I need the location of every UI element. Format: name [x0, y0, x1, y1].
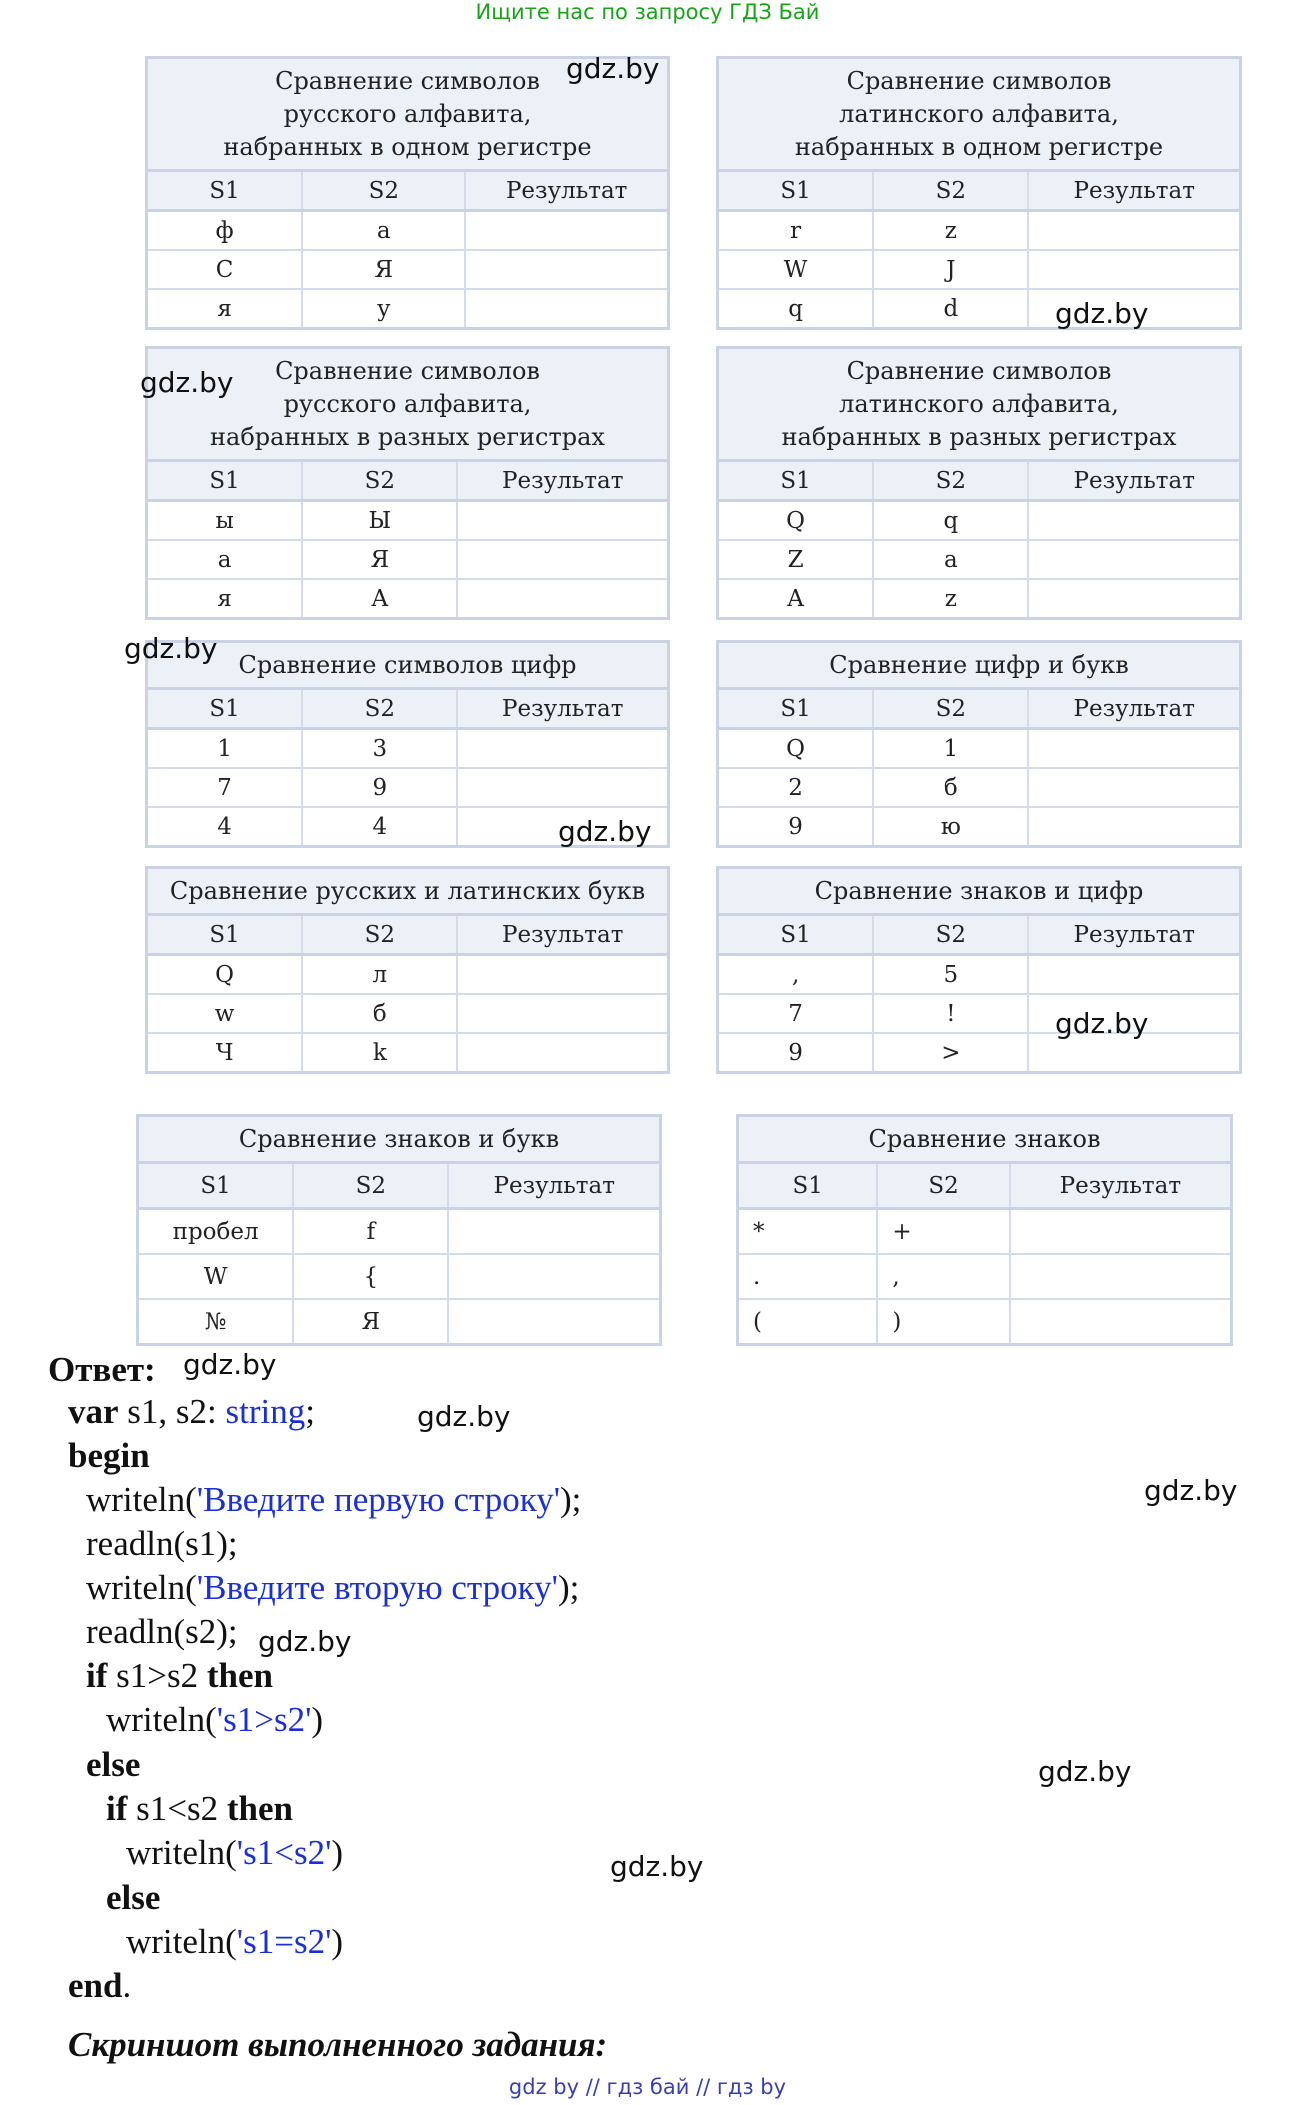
- cell-s2: у: [303, 290, 466, 327]
- cell-s2: Ы: [303, 502, 458, 539]
- column-header-s1: S1: [719, 916, 874, 953]
- cell-s1: ,: [719, 956, 874, 993]
- cell-s1: я: [148, 290, 303, 327]
- cell-s2: а: [303, 212, 466, 249]
- cell-s2: d: [874, 290, 1029, 327]
- cell-s2: 3: [303, 730, 458, 767]
- table-row: [148, 212, 667, 251]
- cell-s2: ю: [874, 808, 1029, 845]
- comparison-table: [136, 1114, 662, 1346]
- comparison-table: [716, 640, 1242, 848]
- cell-result: [458, 995, 667, 1032]
- cell-result: [1029, 956, 1239, 993]
- code-keyword: else: [106, 1878, 161, 1917]
- column-header-s2: S2: [294, 1164, 449, 1207]
- code-string: 'Введите вторую строку': [196, 1568, 558, 1607]
- code-keyword: if: [106, 1789, 128, 1828]
- cell-s2: >: [874, 1034, 1029, 1071]
- watermark: gdz.by: [124, 632, 218, 665]
- code-text: writeln(: [86, 1568, 197, 1607]
- cell-s2: f: [294, 1210, 449, 1253]
- code-line-begin: [68, 1434, 150, 1478]
- comparison-table: [716, 346, 1242, 620]
- table-row: [719, 1034, 1239, 1071]
- cell-s2: z: [874, 580, 1029, 617]
- code-text: .: [122, 1966, 132, 2005]
- code-text: writeln(: [126, 1833, 237, 1872]
- table-title: Сравнение знаков и букв: [139, 1117, 659, 1164]
- column-header-s1: S1: [148, 690, 303, 727]
- cell-s1: ф: [148, 212, 303, 249]
- code-text: readln(s2);: [86, 1612, 238, 1651]
- comparison-table: [736, 1114, 1233, 1346]
- table-row: [148, 580, 667, 617]
- cell-s1: W: [719, 251, 874, 288]
- code-keyword: then: [206, 1656, 273, 1695]
- cell-result: [458, 580, 667, 617]
- cell-s2: Я: [303, 541, 458, 578]
- cell-result: [449, 1300, 659, 1343]
- cell-s1: *: [739, 1210, 878, 1253]
- cell-s1: .: [739, 1255, 878, 1298]
- cell-s1: (: [739, 1300, 878, 1343]
- code-line-else2: [106, 1876, 160, 1920]
- table-row: [139, 1255, 659, 1300]
- table-row: [148, 251, 667, 290]
- table-row: [148, 290, 667, 327]
- column-header-s1: S1: [148, 462, 303, 499]
- code-line-if2: [106, 1787, 293, 1831]
- code-keyword: var: [68, 1392, 119, 1431]
- column-header-result: Результат: [1073, 467, 1195, 494]
- cell-s2: б: [303, 995, 458, 1032]
- code-line-end: [68, 1964, 131, 2008]
- code-text: s1<s2: [127, 1789, 227, 1828]
- column-header-result: Результат: [501, 467, 624, 494]
- code-keyword: if: [86, 1656, 108, 1695]
- code-text: readln(s1);: [86, 1524, 238, 1563]
- table-row: [719, 995, 1239, 1034]
- code-string: 's1=s2': [236, 1922, 332, 1961]
- cell-s1: Q: [719, 502, 874, 539]
- cell-result: [458, 956, 667, 993]
- column-header-s1: S1: [148, 172, 303, 209]
- cell-s2: Я: [294, 1300, 449, 1343]
- code-string: 'Введите первую строку': [196, 1480, 561, 1519]
- watermark: gdz.by: [566, 52, 660, 85]
- code-line-writeln-gt: [106, 1698, 323, 1742]
- cell-s2: a: [874, 541, 1029, 578]
- column-header-s2: S2: [303, 462, 458, 499]
- watermark: gdz.by: [1055, 1007, 1149, 1040]
- table-title: Сравнение символов латинского алфавита, набранных в одном регистре: [719, 59, 1239, 172]
- cell-result: [1029, 212, 1239, 249]
- table-title: Сравнение символов цифр: [148, 643, 667, 690]
- cell-s2: q: [874, 502, 1029, 539]
- table-row: [148, 1034, 667, 1071]
- cell-s1: r: [719, 212, 874, 249]
- cell-s1: №: [139, 1300, 294, 1343]
- table-row: [148, 502, 667, 541]
- code-text: ): [311, 1700, 324, 1739]
- table-row: [148, 995, 667, 1034]
- cell-result: [466, 290, 667, 327]
- table-header-row: [739, 1164, 1230, 1210]
- column-header-s2: S2: [878, 1164, 1010, 1207]
- table-header-row: [719, 172, 1239, 212]
- cell-s1: а: [148, 541, 303, 578]
- table-row: [719, 290, 1239, 327]
- table-row: [739, 1210, 1230, 1255]
- cell-s2: 4: [303, 808, 458, 845]
- cell-s1: 9: [719, 1034, 874, 1071]
- cell-result: [458, 541, 667, 578]
- table-header-row: [148, 690, 667, 730]
- table-title: Сравнение символов латинского алфавита, набранных в разных регистрах: [719, 349, 1239, 462]
- code-keyword: begin: [68, 1436, 150, 1475]
- footer-links[interactable]: gdz by // гдз бай // гдз by: [508, 2075, 787, 2099]
- watermark: gdz.by: [610, 1850, 704, 1883]
- table-row: [719, 541, 1239, 580]
- cell-s2: 1: [874, 730, 1029, 767]
- cell-result: [458, 730, 667, 767]
- table-row: [719, 212, 1239, 251]
- column-header-s2: S2: [874, 462, 1029, 499]
- cell-result: [458, 502, 667, 539]
- code-text: ;: [305, 1392, 315, 1431]
- code-text: s1>s2: [107, 1656, 207, 1695]
- table-row: [148, 541, 667, 580]
- cell-s2: +: [878, 1210, 1010, 1253]
- cell-s1: Q: [719, 730, 874, 767]
- code-text: writeln(: [86, 1480, 197, 1519]
- cell-s1: Z: [719, 541, 874, 578]
- cell-s2: 9: [303, 769, 458, 806]
- header-link[interactable]: Ищите нас по запросу ГДЗ Бай: [475, 0, 820, 24]
- cell-s1: С: [148, 251, 303, 288]
- table-header-row: [719, 462, 1239, 502]
- watermark: gdz.by: [1144, 1474, 1238, 1507]
- column-header-result: Результат: [501, 695, 624, 722]
- cell-s1: 7: [148, 769, 303, 806]
- code-line-writeln-lt: [126, 1831, 343, 1875]
- column-header-result: Результат: [1073, 921, 1195, 948]
- cell-s2: z: [874, 212, 1029, 249]
- cell-s2: Я: [303, 251, 466, 288]
- table-row: [719, 251, 1239, 290]
- cell-s1: W: [139, 1255, 294, 1298]
- cell-s2: ,: [878, 1255, 1010, 1298]
- table-header-row: [139, 1164, 659, 1210]
- cell-result: [1011, 1300, 1230, 1343]
- table-title: Сравнение знаков: [739, 1117, 1230, 1164]
- code-text: );: [560, 1480, 582, 1519]
- table-row: [148, 730, 667, 769]
- code-text: s1, s2:: [118, 1392, 226, 1431]
- cell-result: [1011, 1255, 1230, 1298]
- cell-result: [1029, 251, 1239, 288]
- code-line-else1: [86, 1743, 140, 1787]
- code-keyword: else: [86, 1745, 141, 1784]
- watermark: gdz.by: [258, 1625, 352, 1658]
- code-text: ): [331, 1922, 344, 1961]
- cell-result: [466, 251, 667, 288]
- table-title: Сравнение цифр и букв: [719, 643, 1239, 690]
- table-row: [719, 769, 1239, 808]
- cell-s2: б: [874, 769, 1029, 806]
- table-row: [148, 956, 667, 995]
- cell-s1: 7: [719, 995, 874, 1032]
- cell-s2: k: [303, 1034, 458, 1071]
- table-title: Сравнение символов русского алфавита, набранных в разных регистрах: [148, 349, 667, 462]
- column-header-s2: S2: [303, 916, 458, 953]
- table-row: [139, 1300, 659, 1343]
- column-header-s1: S1: [719, 172, 874, 209]
- column-header-s1: S1: [719, 462, 874, 499]
- comparison-table: [716, 866, 1242, 1074]
- code-line-if1: [86, 1654, 273, 1698]
- column-header-result: Результат: [505, 177, 628, 204]
- cell-s2: ): [878, 1300, 1010, 1343]
- cell-result: [1029, 580, 1239, 617]
- table-title: Сравнение знаков и цифр: [719, 869, 1239, 916]
- cell-s1: Ч: [148, 1034, 303, 1071]
- table-row: [719, 580, 1239, 617]
- answer-label: Ответ:: [48, 1350, 156, 1389]
- cell-s2: А: [303, 580, 458, 617]
- column-header-result: Результат: [493, 1172, 615, 1199]
- column-header-s1: S1: [139, 1164, 294, 1207]
- table-header-row: [148, 462, 667, 502]
- column-header-s2: S2: [874, 916, 1029, 953]
- watermark: gdz.by: [140, 366, 234, 399]
- column-header-s2: S2: [874, 690, 1029, 727]
- watermark: gdz.by: [417, 1400, 511, 1433]
- code-line-readln1: [86, 1522, 238, 1566]
- table-row: [719, 808, 1239, 845]
- code-line-writeln2: [86, 1566, 579, 1610]
- watermark: gdz.by: [183, 1348, 277, 1381]
- code-line-writeln1: [86, 1478, 581, 1522]
- code-text: ): [331, 1833, 344, 1872]
- cell-s1: ы: [148, 502, 303, 539]
- code-type: string: [225, 1392, 306, 1431]
- column-header-s1: S1: [719, 690, 874, 727]
- table-header-row: [719, 916, 1239, 956]
- cell-s1: я: [148, 580, 303, 617]
- cell-result: [1011, 1210, 1230, 1253]
- watermark: gdz.by: [1038, 1755, 1132, 1788]
- cell-result: [1029, 502, 1239, 539]
- comparison-table: [145, 866, 670, 1074]
- watermark: gdz.by: [1055, 297, 1149, 330]
- code-text: writeln(: [126, 1922, 237, 1961]
- column-header-result: Результат: [501, 921, 624, 948]
- cell-result: [449, 1255, 659, 1298]
- table-row: [719, 956, 1239, 995]
- comparison-table: [145, 56, 670, 330]
- cell-s1: 2: [719, 769, 874, 806]
- cell-result: [466, 212, 667, 249]
- code-line-readln2: [86, 1610, 238, 1654]
- table-row: [739, 1300, 1230, 1343]
- table-title: Сравнение символов русского алфавита, набранных в одном регистре: [148, 59, 667, 172]
- column-header-s2: S2: [303, 172, 466, 209]
- code-string: 's1<s2': [236, 1833, 332, 1872]
- cell-s1: Q: [148, 956, 303, 993]
- cell-s2: 5: [874, 956, 1029, 993]
- column-header-result: Результат: [1073, 695, 1195, 722]
- cell-s1: пробел: [139, 1210, 294, 1253]
- code-text: writeln(: [106, 1700, 217, 1739]
- table-header-row: [148, 916, 667, 956]
- cell-result: [1029, 541, 1239, 578]
- cell-s2: !: [874, 995, 1029, 1032]
- cell-s1: 4: [148, 808, 303, 845]
- cell-result: [1029, 730, 1239, 767]
- table-row: [739, 1255, 1230, 1300]
- cell-s1: w: [148, 995, 303, 1032]
- table-row: [719, 730, 1239, 769]
- column-header-result: Результат: [1073, 177, 1195, 204]
- cell-s1: 1: [148, 730, 303, 767]
- column-header-s1: S1: [739, 1164, 878, 1207]
- column-header-s2: S2: [303, 690, 458, 727]
- cell-result: [1029, 808, 1239, 845]
- table-row: [719, 502, 1239, 541]
- table-row: [148, 769, 667, 808]
- column-header-result: Результат: [1059, 1172, 1182, 1199]
- watermark: gdz.by: [558, 815, 652, 848]
- code-line-var: [68, 1390, 315, 1434]
- table-header-row: [148, 172, 667, 212]
- code-line-writeln-eq: [126, 1920, 343, 1964]
- column-header-s2: S2: [874, 172, 1029, 209]
- code-keyword: end: [68, 1966, 123, 2005]
- cell-s1: q: [719, 290, 874, 327]
- code-keyword: then: [226, 1789, 293, 1828]
- cell-s2: л: [303, 956, 458, 993]
- cell-s1: A: [719, 580, 874, 617]
- comparison-table: [716, 56, 1242, 330]
- table-title: Сравнение русских и латинских букв: [148, 869, 667, 916]
- code-text: );: [557, 1568, 580, 1607]
- cell-result: [449, 1210, 659, 1253]
- screenshot-label: Скриншот выполненного задания:: [68, 2025, 608, 2064]
- cell-s1: 9: [719, 808, 874, 845]
- table-row: [139, 1210, 659, 1255]
- cell-s2: J: [874, 251, 1029, 288]
- column-header-s1: S1: [148, 916, 303, 953]
- cell-result: [1029, 769, 1239, 806]
- code-string: 's1>s2': [216, 1700, 312, 1739]
- cell-result: [458, 1034, 667, 1071]
- cell-result: [458, 769, 667, 806]
- table-header-row: [719, 690, 1239, 730]
- cell-s2: {: [294, 1255, 449, 1298]
